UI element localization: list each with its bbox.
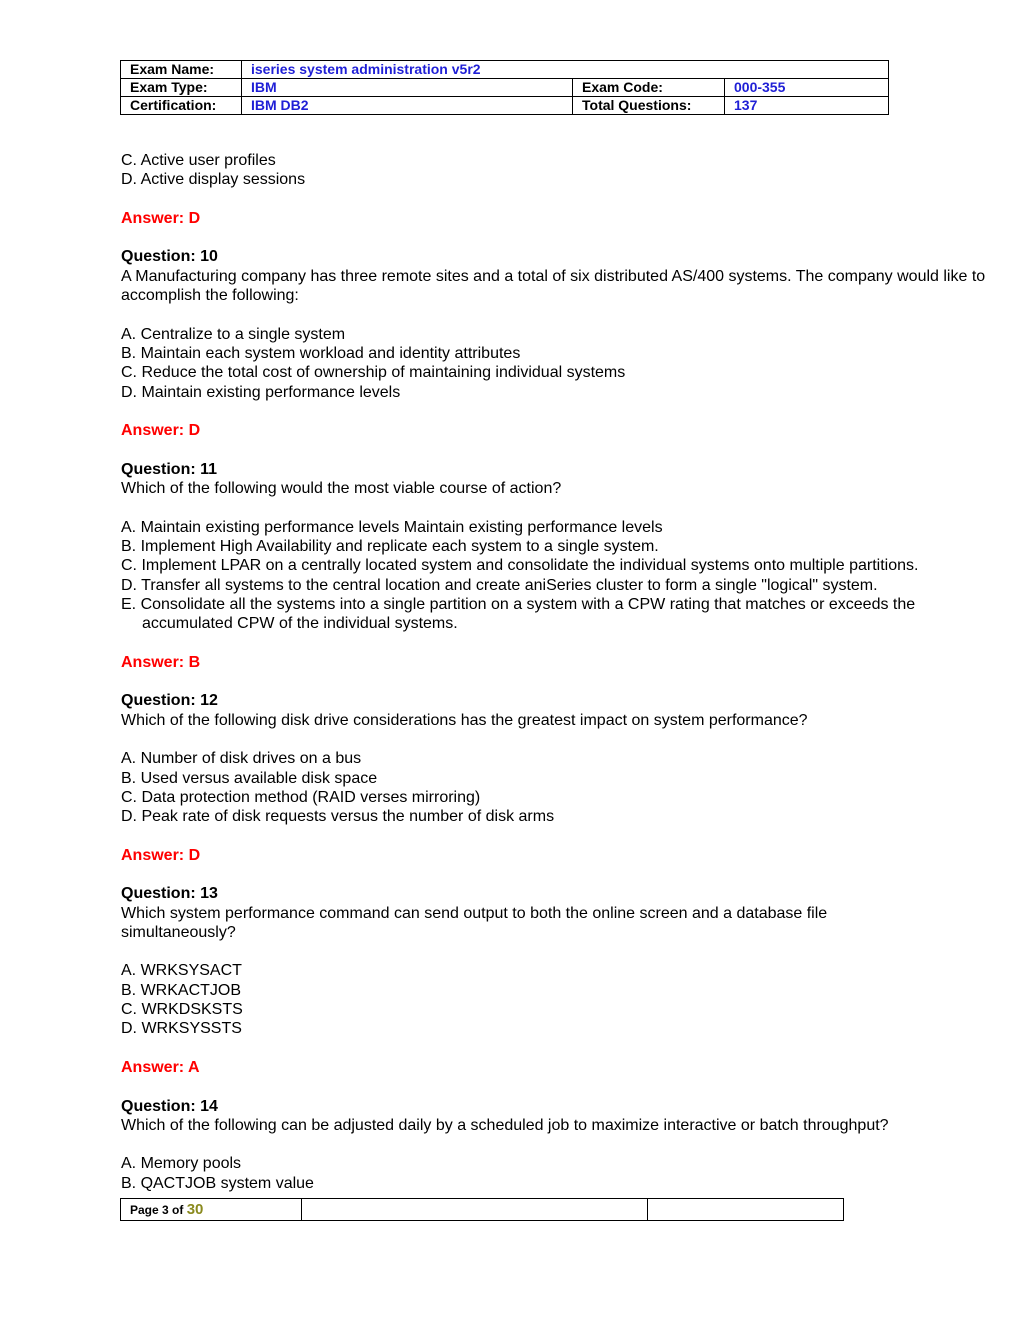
exam-type-label: Exam Type: [121, 79, 242, 97]
question-text: Which of the following disk drive considerations has the greatest impact on system performance? [121, 711, 808, 729]
answer-label: Answer: D [121, 846, 201, 864]
question-text: A Manufacturing company has three remote sites and a total of six distributed AS/400 systems. The company would like to accomplish the following: [121, 267, 986, 305]
question-heading: Question: 12 [121, 692, 218, 710]
answer-label: Answer: D [121, 209, 201, 227]
exam-info-table [120, 60, 889, 115]
option-text: C. Implement LPAR on a centrally located system and consolidate the individual systems onto multiple partitions. [121, 557, 919, 575]
question-text: Which of the following would the most viable course of action? [121, 480, 562, 498]
option-text: C. WRKDSKSTS [121, 1001, 243, 1019]
question-heading: Question: 14 [121, 1097, 218, 1115]
option-text: C. Data protection method (RAID verses mirroring) [121, 788, 481, 806]
option-text: A. Maintain existing performance levels Maintain existing performance levels [121, 518, 663, 536]
page-number [121, 1199, 302, 1221]
option-text: B. QACTJOB system value [121, 1174, 314, 1192]
option-text: B. Implement High Availability and replicate each system to a single system. [121, 537, 659, 555]
question-text: Which system performance command can send output to both the online screen and a database file simultaneously? [121, 904, 828, 941]
option-text-continued: accumulated CPW of the individual systems. [142, 615, 458, 633]
option-text: D. Active display sessions [121, 171, 306, 189]
option-text: C. Reduce the total cost of ownership of maintaining individual systems [121, 364, 626, 382]
exam-code-label: Exam Code: [573, 79, 725, 97]
option-text: A. Centralize to a single system [121, 325, 346, 343]
question-heading: Question: 10 [121, 248, 218, 266]
option-text: B. Maintain each system workload and identity attributes [121, 344, 521, 362]
question-text: Which of the following can be adjusted daily by a scheduled job to maximize interactive or batch throughput? [121, 1116, 889, 1134]
answer-label: Answer: A [121, 1058, 200, 1076]
question-heading: Question: 11 [121, 460, 218, 478]
option-text: A. WRKSYSACT [121, 962, 242, 980]
answer-label: Answer: D [121, 422, 201, 440]
option-text: A. Number of disk drives on a bus [121, 750, 362, 768]
page-footer [120, 1198, 844, 1221]
certification-value: IBM DB2 [242, 97, 573, 115]
exam-name-value: iseries system administration v5r2 [242, 61, 889, 79]
option-text: D. Peak rate of disk requests versus the number of disk arms [121, 808, 555, 826]
option-text: B. WRKACTJOB [121, 981, 242, 999]
option-text: E. Consolidate all the systems into a single partition on a system with a CPW rating that matches or exceeds the [121, 595, 916, 613]
total-questions-label: Total Questions: [573, 97, 725, 115]
option-text: C. Active user profiles [121, 152, 276, 169]
footer-cell [302, 1199, 648, 1221]
answer-label: Answer: B [121, 653, 201, 671]
option-text: D. WRKSYSSTS [121, 1020, 242, 1038]
page-content [121, 151, 1001, 1193]
footer-cell [648, 1199, 844, 1221]
total-questions-value: 137 [725, 97, 889, 115]
exam-code-value: 000-355 [725, 79, 889, 97]
exam-name-label: Exam Name: [121, 61, 242, 79]
option-text: D. Transfer all systems to the central location and create aniSeries cluster to form a single "logical" system. [121, 576, 878, 594]
page-label: Page 3 of [130, 1203, 187, 1217]
option-text: B. Used versus available disk space [121, 769, 378, 787]
option-text: D. Maintain existing performance levels [121, 383, 401, 401]
page-total: 30 [186, 1201, 204, 1218]
option-text: A. Memory pools [121, 1155, 242, 1173]
question-heading: Question: 13 [121, 885, 218, 903]
certification-label: Certification: [121, 97, 242, 115]
exam-type-value: IBM [242, 79, 573, 97]
